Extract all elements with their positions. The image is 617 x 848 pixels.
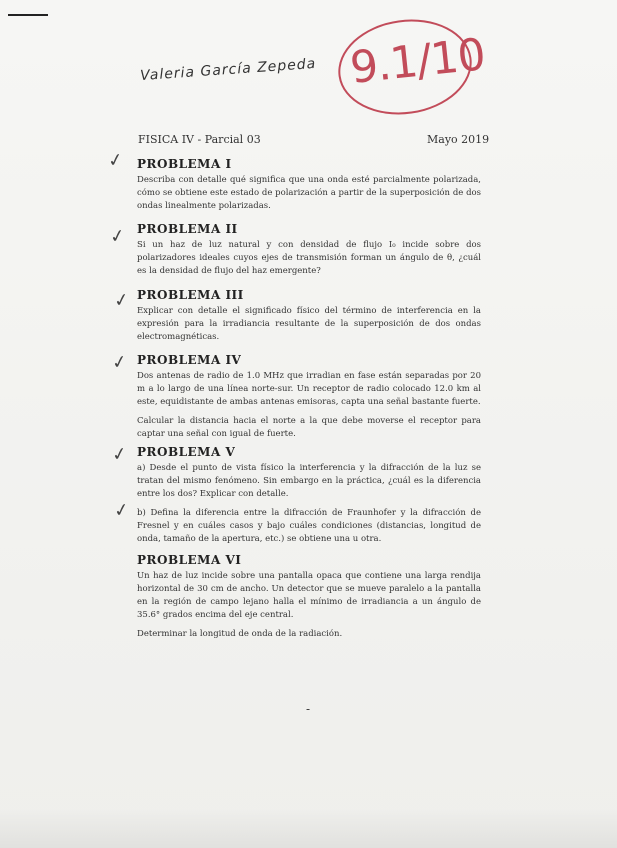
check-mark-icon: ✓ — [110, 442, 129, 467]
problem-text: Dos antenas de radio de 1.0 MHz que irradian en fase están separadas por 20 m a lo largo de una línea norte-sur. Un receptor de radio colocado 12.0 km al este, equidistante de ambas antenas emisoras, capta una señal bastante fuerte. — [137, 371, 481, 407]
problem-text: Determinar la longitud de onda de la radiación. — [137, 629, 343, 639]
problem-text: b) Defina la diferencia entre la difracción de Fraunhofer y la difracción de Fresnel y en cuáles casos y bajo cuáles condiciones (distancias, longitud de onda, tamaño de la apertura, etc.) se obtiene una u otra. — [137, 508, 481, 544]
problem-3 — [137, 288, 481, 350]
problem-text: Describa con detalle qué significa que una onda esté parcialmente polarizada, cómo se obtiene este estado de polarización a partir de la superposición de dos ondas linealmente polarizadas. — [137, 175, 481, 211]
footer-mark: - — [306, 702, 311, 716]
problem-6 — [137, 553, 481, 647]
problem-title: PROBLEMA V — [137, 445, 236, 459]
problem-title: PROBLEMA VI — [137, 553, 242, 567]
problem-title: PROBLEMA IV — [137, 353, 242, 367]
problem-text: Si un haz de luz natural y con densidad de flujo I₀ incide sobre dos polarizadores ideales cuyos ejes de transmisión forman un ángulo de θ, ¿cuál es la densidad de flujo del haz emergente? — [137, 240, 481, 276]
grade-mark: 9.1/10 — [347, 29, 488, 94]
problem-text: Un haz de luz incide sobre una pantalla opaca que contiene una larga rendija horizontal de 30 cm de ancho. Un detector que se mueve paralelo a la pantalla en la región de campo lejano halla el mínimo de irradiancia a un ángulo de 35.6° grados encima del eje central. — [137, 571, 481, 620]
check-mark-icon: ✓ — [108, 224, 127, 249]
course-header: FISICA IV - Parcial 03 — [138, 133, 261, 146]
problem-4 — [137, 353, 481, 447]
scan-artifact-line — [8, 14, 48, 16]
problem-text: Explicar con detalle el significado físico del término de interferencia en la expresión para la irradiancia resultante de la superposición de dos ondas electromagnéticas. — [137, 306, 481, 342]
problem-1 — [137, 157, 481, 219]
problem-2 — [137, 222, 481, 284]
check-mark-icon: ✓ — [106, 148, 125, 173]
problem-title: PROBLEMA III — [137, 288, 244, 302]
check-mark-icon: ✓ — [110, 350, 129, 375]
check-mark-icon: ✓ — [112, 498, 131, 523]
scan-shadow — [0, 808, 617, 848]
problem-text: Calcular la distancia hacia el norte a la que debe moverse el receptor para captar una señal con igual de fuerte. — [137, 416, 481, 439]
check-mark-icon: ✓ — [112, 288, 131, 313]
problem-title: PROBLEMA I — [137, 157, 232, 171]
exam-date: Mayo 2019 — [427, 133, 490, 146]
problem-title: PROBLEMA II — [137, 222, 238, 236]
student-name: Valeria García Zepeda — [139, 55, 317, 85]
problem-5 — [137, 445, 481, 552]
problem-text: a) Desde el punto de vista físico la interferencia y la difracción de la luz se tratan del mismo fenómeno. Sin embargo en la práctica, ¿cuál es la diferencia entre los dos? Explicar con detalle. — [137, 463, 481, 499]
